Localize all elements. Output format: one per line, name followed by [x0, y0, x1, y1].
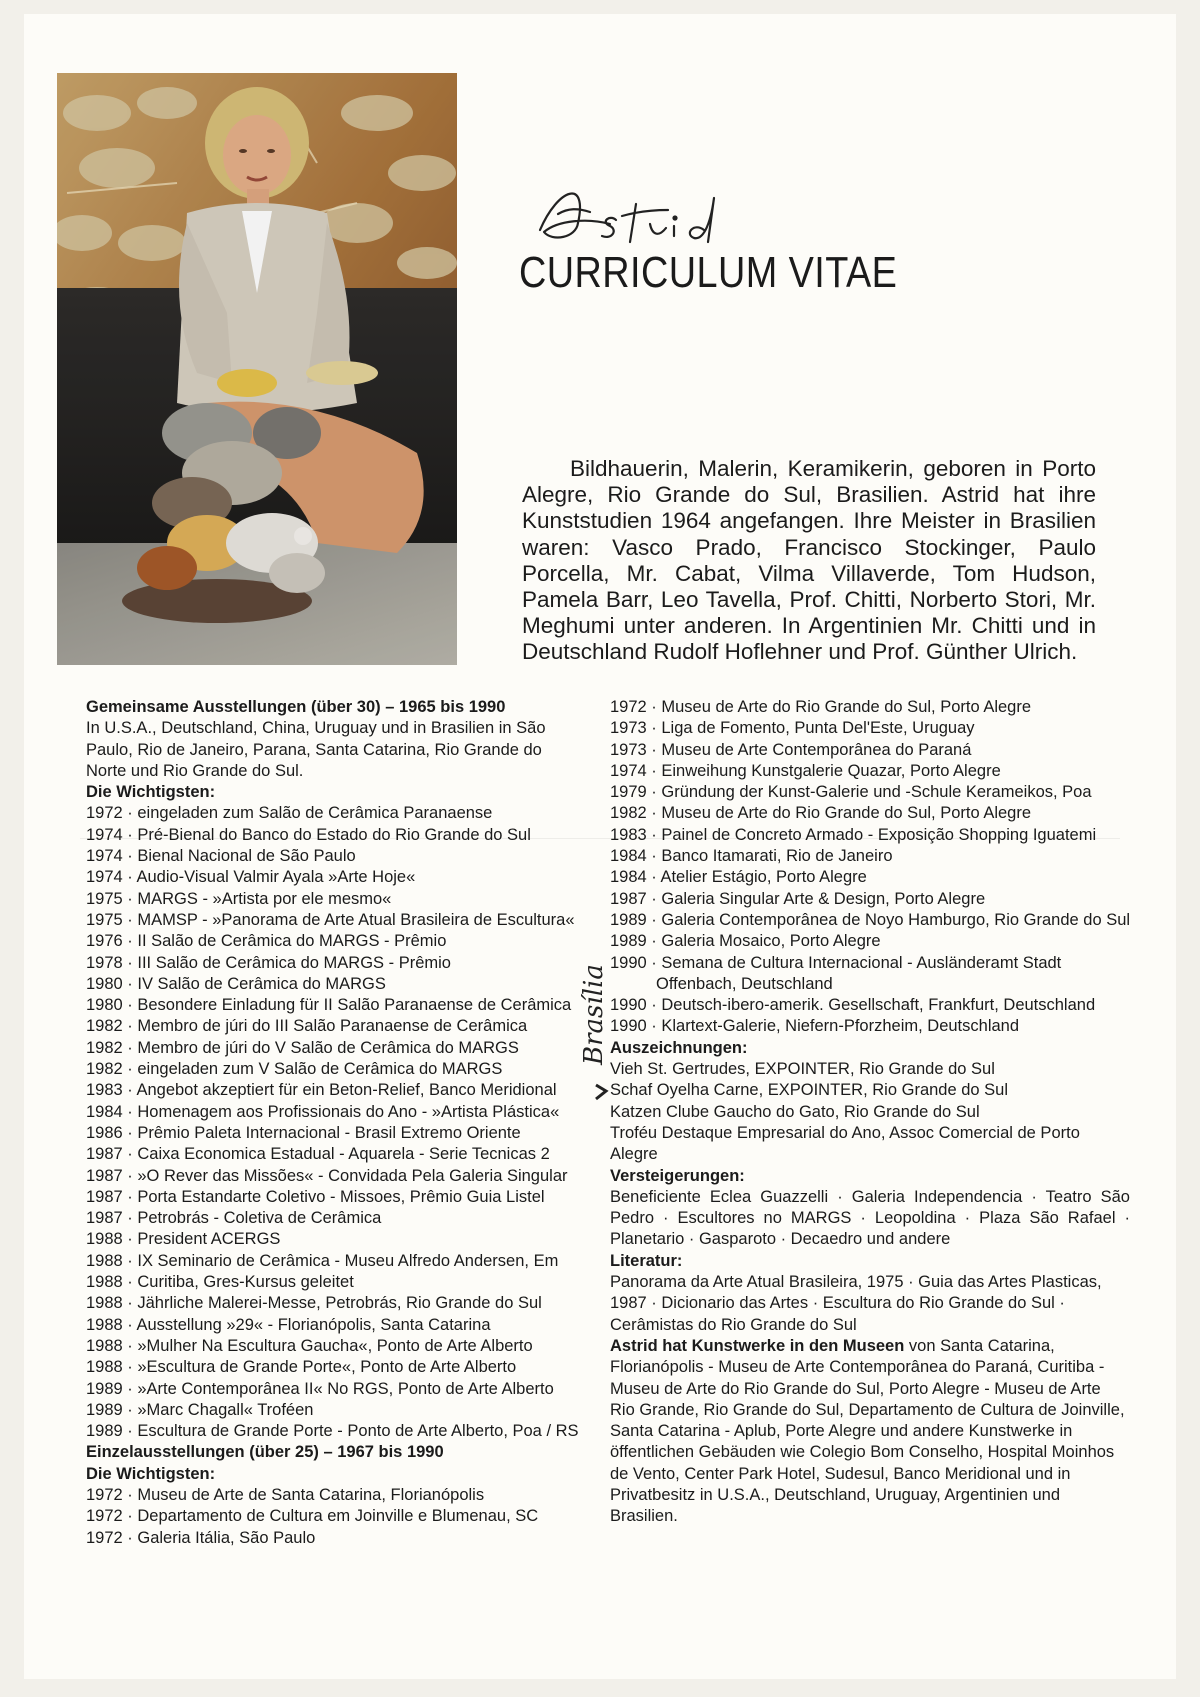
right-column	[610, 697, 1130, 1528]
list-item: 1987 · Porta Estandarte Coletivo - Missoes, Prêmio Guia Listel	[86, 1187, 545, 1206]
solo-exhibitions-list	[86, 1485, 586, 1549]
list-item: 1984 · Atelier Estágio, Porto Alegre	[610, 868, 867, 887]
award-item: Katzen Clube Gaucho do Gato, Rio Grande do Sul	[610, 1102, 980, 1121]
list-item: 1989 · Galeria Contemporânea de Noyo Hamburgo, Rio Grande do Sul	[610, 910, 1131, 929]
list-item: 1984 · Banco Itamarati, Rio de Janeiro	[610, 847, 893, 866]
list-item: 1972 · eingeladen zum Salão de Cerâmica Paranaense	[86, 804, 493, 823]
list-item: 1975 · MAMSP - »Panorama de Arte Atual Brasileira de Escultura«	[86, 910, 575, 929]
list-item: 1980 · Besondere Einladung für II Salão Paranaense de Cerâmica	[86, 996, 572, 1015]
group-exhibitions-heading: Gemeinsame Ausstellungen (über 30) – 1965 bis 1990	[86, 698, 506, 716]
list-item: 1990 · Semana de Cultura Internacional - Ausländeramt Stadt	[610, 953, 1062, 972]
award-item: Troféu Destaque Empresarial do Ano, Assoc Comercial de Porto Alegre	[610, 1123, 1080, 1164]
solo-exhibitions-list-continued	[610, 697, 1130, 1038]
list-item: 1987 · Galeria Singular Arte & Design, Porto Alegre	[610, 889, 986, 908]
biography-paragraph: Bildhauerin, Malerin, Keramikerin, geboren in Porto Alegre, Rio Grande do Sul, Brasilien. Astrid hat ihre Kunststudien 1964 angefangen. Ihre Meister in Brasilien waren: Vasco Prado, Francisco Stockinger, Paulo Porcella, Mr. Cabat, Vilma Villaverde, Tom Hudson, Pamela Barr, Leo Tavella, Prof. Chitti, Norberto Stori, Mr. Meghumi unter anderen. In Argentinien Mr. Chitti und in Deutschland Rudolf Hoflehner und Prof. Günther Ulrich.	[522, 456, 1096, 665]
margin-note-text: Brasília	[579, 964, 609, 1065]
list-item: 1988 · »Escultura de Grande Porte«, Ponto de Arte Alberto	[86, 1358, 517, 1377]
list-item: 1980 · IV Salão de Cerâmica do MARGS	[86, 974, 386, 993]
list-item: 1988 · Curitiba, Gres-Kursus geleitet	[86, 1273, 354, 1292]
list-item: 1989 · »Arte Contemporânea II« No RGS, Ponto de Arte Alberto	[86, 1379, 554, 1398]
list-item: 1988 · Jährliche Malerei-Messe, Petrobrás, Rio Grande do Sul	[86, 1294, 542, 1313]
list-item: 1989 · Galeria Mosaico, Porto Alegre	[610, 932, 881, 951]
list-item: 1978 · III Salão de Cerâmica do MARGS - Prêmio	[86, 953, 451, 972]
list-item: 1988 · »Mulher Na Escultura Gaucha«, Ponto de Arte Alberto	[86, 1336, 533, 1355]
list-item: 1974 · Audio-Visual Valmir Ayala »Arte Hoje«	[86, 868, 416, 887]
group-exhibitions-intro: In U.S.A., Deutschland, China, Uruguay und in Brasilien in São Paulo, Rio de Janeiro, Parana, Santa Catarina, Rio Grande do Norte und Rio Grande do Sul.	[86, 719, 546, 780]
solo-exhibitions-heading: Einzelausstellungen (über 25) – 1967 bis 1990	[86, 1443, 444, 1462]
list-item: 1972 · Galeria Itália, São Paulo	[86, 1528, 316, 1547]
literature-heading: Literatur:	[610, 1251, 683, 1270]
list-item: 1988 · President ACERGS	[86, 1230, 281, 1249]
list-item: 1982 · Museu de Arte do Rio Grande do Sul, Porto Alegre	[610, 804, 1032, 823]
list-item: 1983 · Angebot akzeptiert für ein Beton-Relief, Banco Meridional	[86, 1081, 557, 1100]
list-item: 1982 · Membro de júri do III Salão Paranaense de Cerâmica	[86, 1017, 528, 1036]
literature-text: Panorama da Arte Atual Brasileira, 1975 · Guia das Artes Plasticas, 1987 · Dicionario das Artes · Escultura do Rio Grande do Sul · Cerâmistas do Rio Grande do Sul	[610, 1273, 1102, 1334]
list-item: 1984 · Homenagem aos Profissionais do Ano - »Artista Plástica«	[86, 1102, 560, 1121]
award-item: Schaf Oyelha Carne, EXPOINTER, Rio Grande do Sul	[610, 1081, 1009, 1100]
list-item: 1983 · Painel de Concreto Armado - Exposição Shopping Iguatemi	[610, 825, 1097, 844]
list-item: 1989 · »Marc Chagall« Troféen	[86, 1400, 314, 1419]
list-item: 1972 · Museu de Arte de Santa Catarina, Florianópolis	[86, 1485, 485, 1504]
list-item-continuation: Offenbach, Deutschland	[656, 974, 833, 993]
list-item: 1972 · Museu de Arte do Rio Grande do Sul, Porto Alegre	[610, 698, 1032, 716]
auctions-text: Beneficiente Eclea Guazzelli · Galeria Independencia · Teatro São Pedro · Escultores no MARGS · Leopoldina · Plaza São Rafael · Planetario · Gasparoto · Decaedro und andere	[610, 1187, 1130, 1249]
list-item: 1979 · Gründung der Kunst-Galerie und -Schule Kerameikos, Poa	[610, 783, 1092, 802]
list-item: 1988 · Ausstellung »29« - Florianópolis, Santa Catarina	[86, 1315, 491, 1334]
list-item: 1974 · Bienal Nacional de São Paulo	[86, 847, 356, 866]
list-item: 1982 · Membro de júri do V Salão de Cerâmica do MARGS	[86, 1038, 519, 1057]
list-item: 1974 · Pré-Bienal do Banco do Estado do Rio Grande do Sul	[86, 825, 531, 844]
museums-text: von Santa Catarina, Florianópolis - Museu de Arte Contemporânea do Paraná, Curitiba - Museu de Arte do Rio Grande do Sul, Porto Alegre - Museu de Arte Rio Grande, Rio Grande do Sul, Departamento de Cultura de Joinville, Santa Catarina - Aplub, Porte Alegre und andere Kunstwerke in öffentlichen Gebäuden wie Colegio Bom Conselho, Hospital Moinhos de Vento, Center Park Hotel, Sudesul, Banco Meridional und in Privatbesitz in U.S.A., Deutschland, Uruguay, Argentinien und Brasilien.	[610, 1336, 1125, 1526]
page-title: CURRICULUM VITAE	[519, 248, 898, 297]
list-item: 1974 · Einweihung Kunstgalerie Quazar, Porto Alegre	[610, 761, 1001, 780]
list-item: 1976 · II Salão de Cerâmica do MARGS - Prêmio	[86, 932, 447, 951]
museums-paragraph	[610, 1336, 1130, 1528]
list-item: 1987 · Caixa Economica Estadual - Aquarela - Serie Tecnicas 2	[86, 1145, 550, 1164]
auctions-heading: Versteigerungen:	[610, 1166, 745, 1185]
list-item: 1972 · Departamento de Cultura em Joinville e Blumenau, SC	[86, 1507, 539, 1526]
list-item: 1982 · eingeladen zum V Salão de Cerâmica do MARGS	[86, 1060, 503, 1079]
awards-list	[610, 1059, 1130, 1165]
list-item: 1990 · Klartext-Galerie, Niefern-Pforzheim, Deutschland	[610, 1017, 1020, 1036]
museums-heading: Astrid hat Kunstwerke in den Museen	[610, 1336, 905, 1355]
list-item: 1973 · Museu de Arte Contemporânea do Paraná	[610, 740, 972, 759]
list-item: 1973 · Liga de Fomento, Punta Del'Este, Uruguay	[610, 719, 975, 738]
group-highlights-heading: Die Wichtigsten:	[86, 783, 216, 802]
list-item: 1989 · Escultura de Grande Porte - Ponto de Arte Alberto, Poa / RS	[86, 1422, 579, 1441]
left-column	[86, 697, 586, 1549]
solo-highlights-heading: Die Wichtigsten:	[86, 1464, 216, 1483]
group-exhibitions-list	[86, 803, 586, 1442]
list-item: 1988 · IX Seminario de Cerâmica - Museu Alfredo Andersen, Em	[86, 1251, 559, 1270]
list-item: 1990 · Deutsch-ibero-amerik. Gesellschaft, Frankfurt, Deutschland	[610, 996, 1096, 1015]
list-item: 1986 · Prêmio Paleta Internacional - Brasil Extremo Oriente	[86, 1123, 521, 1142]
award-item: Vieh St. Gertrudes, EXPOINTER, Rio Grande do Sul	[610, 1060, 995, 1079]
awards-heading: Auszeichnungen:	[610, 1038, 748, 1057]
list-item: 1987 · »O Rever das Missões« - Convidada Pela Galeria Singular	[86, 1166, 568, 1185]
list-item: 1975 · MARGS - »Artista por ele mesmo«	[86, 889, 392, 908]
list-item: 1987 · Petrobrás - Coletiva de Cerâmica	[86, 1209, 382, 1228]
artist-portrait-photo	[57, 73, 457, 665]
